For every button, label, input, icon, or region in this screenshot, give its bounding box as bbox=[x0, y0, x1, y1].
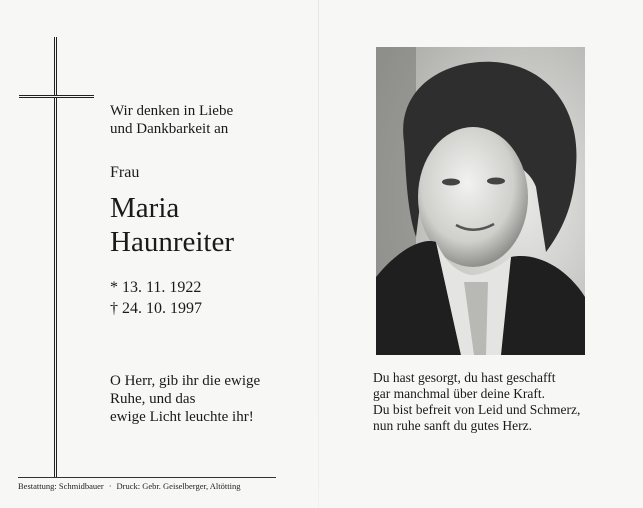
cross-icon bbox=[54, 37, 57, 477]
funeral-home: Bestattung: Schmidbauer bbox=[18, 481, 104, 491]
prayer-line-3: ewige Licht leuchte ihr! bbox=[110, 409, 254, 425]
prayer-line-2: Ruhe, und das bbox=[110, 391, 196, 407]
poem-line-4: nun ruhe sanft du gutes Herz. bbox=[373, 418, 532, 433]
card-fold bbox=[318, 0, 319, 508]
printer: Druck: Gebr. Geiselberger, Altötting bbox=[116, 481, 241, 491]
last-name: Haunreiter bbox=[110, 226, 234, 258]
poem-line-1: Du hast gesorgt, du hast geschafft bbox=[373, 370, 556, 385]
poem-line-3: Du bist befreit von Leid und Schmerz, bbox=[373, 402, 581, 417]
intro-line-2: und Dankbarkeit an bbox=[110, 121, 229, 137]
first-name: Maria bbox=[110, 192, 180, 224]
footer-separator: · bbox=[108, 481, 112, 491]
cross-crossbar bbox=[19, 95, 94, 98]
footer-divider bbox=[18, 477, 276, 478]
prayer-line-1: O Herr, gib ihr die ewige bbox=[110, 373, 261, 389]
death-date: † 24. 10. 1997 bbox=[110, 300, 202, 317]
portrait-photo bbox=[376, 47, 585, 355]
honorific: Frau bbox=[110, 164, 140, 181]
footer bbox=[18, 481, 240, 491]
poem-line-2: gar manchmal über deine Kraft. bbox=[373, 386, 546, 401]
intro-line-1: Wir denken in Liebe bbox=[110, 103, 234, 119]
birth-date: * 13. 11. 1922 bbox=[110, 279, 202, 296]
